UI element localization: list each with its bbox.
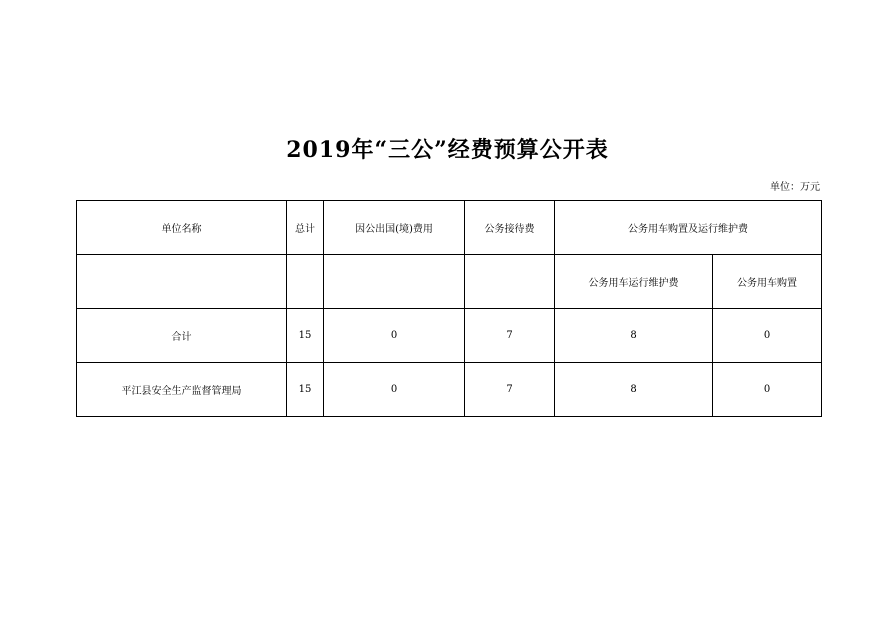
row-total: 15 <box>287 363 324 417</box>
row-overseas: 0 <box>324 363 465 417</box>
header-vehicle-operation: 公务用车运行维护费 <box>555 255 713 309</box>
subheader-empty-cell <box>287 255 324 309</box>
header-row <box>77 201 822 255</box>
table-row <box>77 309 822 363</box>
table-row <box>77 363 822 417</box>
row-vehicle-operation: 8 <box>555 363 713 417</box>
subheader-row <box>77 255 822 309</box>
unit-label: 单位：万元 <box>770 182 820 193</box>
header-overseas: 因公出国(境)费用 <box>324 201 465 255</box>
subheader-empty-cell <box>77 255 287 309</box>
subheader-empty-cell <box>465 255 555 309</box>
header-unit-name: 单位名称 <box>77 201 287 255</box>
row-vehicle-operation: 8 <box>555 309 713 363</box>
budget-table <box>76 200 822 417</box>
row-reception: 7 <box>465 309 555 363</box>
row-name: 合计 <box>77 309 287 363</box>
subheader-empty-cell <box>324 255 465 309</box>
header-reception: 公务接待费 <box>465 201 555 255</box>
row-name: 平江县安全生产监督管理局 <box>77 363 287 417</box>
row-reception: 7 <box>465 363 555 417</box>
page-title: 2019年“三公”经费预算公开表 <box>286 137 609 163</box>
row-vehicle-purchase: 0 <box>713 309 822 363</box>
row-total: 15 <box>287 309 324 363</box>
header-total: 总计 <box>287 201 324 255</box>
header-vehicle: 公务用车购置及运行维护费 <box>555 201 822 255</box>
header-vehicle-purchase: 公务用车购置 <box>713 255 822 309</box>
row-overseas: 0 <box>324 309 465 363</box>
row-vehicle-purchase: 0 <box>713 363 822 417</box>
